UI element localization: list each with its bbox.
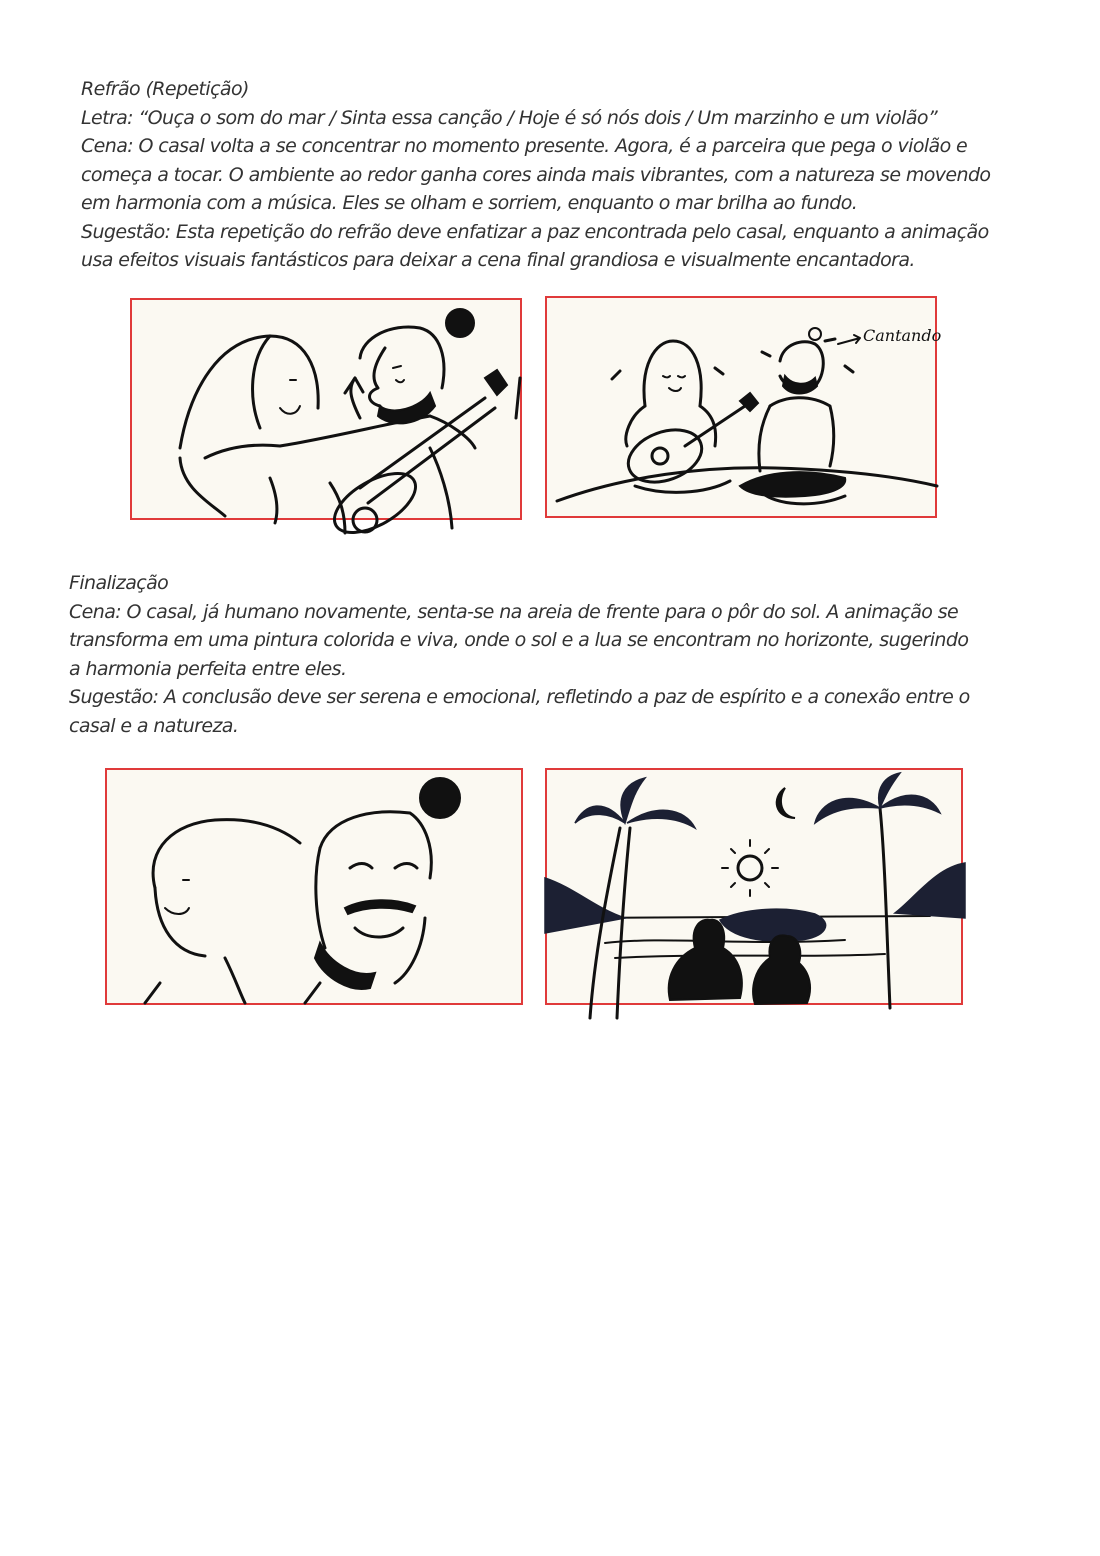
beach-sunset-sketch: [545, 768, 965, 1028]
storyboard-panel-2: [545, 296, 942, 518]
section-title: Finalização: [69, 572, 169, 594]
body-line: usa efeitos visuais fantásticos para deixar a cena final grandiosa e visualmente encantadora.: [81, 249, 915, 271]
body-line: em harmonia com a música. Eles se olham e sorriem, enquanto o mar brilha ao fundo.: [81, 192, 858, 214]
body-line: Cena: O casal, já humano novamente, senta-se na areia de frente para o pôr do sol. A animação se: [69, 600, 959, 623]
storyboard-panel-3: [105, 768, 523, 1005]
couple-singing-sketch: [545, 296, 945, 536]
body-line: Sugestão: Esta repetição do refrão deve enfatizar a paz encontrada pelo casal, enquanto a animação: [81, 220, 989, 243]
section-title: Refrão (Repetição): [81, 78, 249, 100]
couple-guitar-sketch: [130, 298, 530, 538]
couple-smiling-sketch: [105, 768, 525, 1008]
finalizacao-section: [69, 569, 970, 740]
body-line: Sugestão: A conclusão deve ser serena e emocional, refletindo a paz de espírito e a conexão entre o: [69, 686, 970, 708]
moon-icon: [777, 788, 795, 818]
body-line: começa a tocar. O ambiente ao redor ganha cores ainda mais vibrantes, com a natureza se movendo: [81, 163, 991, 186]
refrao-section: [81, 75, 990, 275]
body-line: Cena: O casal volta a se concentrar no momento presente. Agora, é a parceira que pega o violão e: [81, 135, 968, 157]
storyboard-panel-4: [545, 768, 963, 1005]
body-line: a harmonia perfeita entre eles.: [69, 657, 347, 680]
cantando-annotation: Cantando: [863, 326, 942, 345]
sun-icon: [738, 856, 762, 880]
body-line: casal e a natureza.: [69, 714, 239, 737]
storyboard-panel-1: [130, 298, 522, 520]
body-line: transforma em uma pintura colorida e viva, onde o sol e a lua se encontram no horizonte, sugerindo: [69, 629, 969, 651]
body-line: Letra: “Ouça o som do mar / Sinta essa canção / Hoje é só nós dois / Um marzinho e um violão”: [81, 106, 938, 129]
